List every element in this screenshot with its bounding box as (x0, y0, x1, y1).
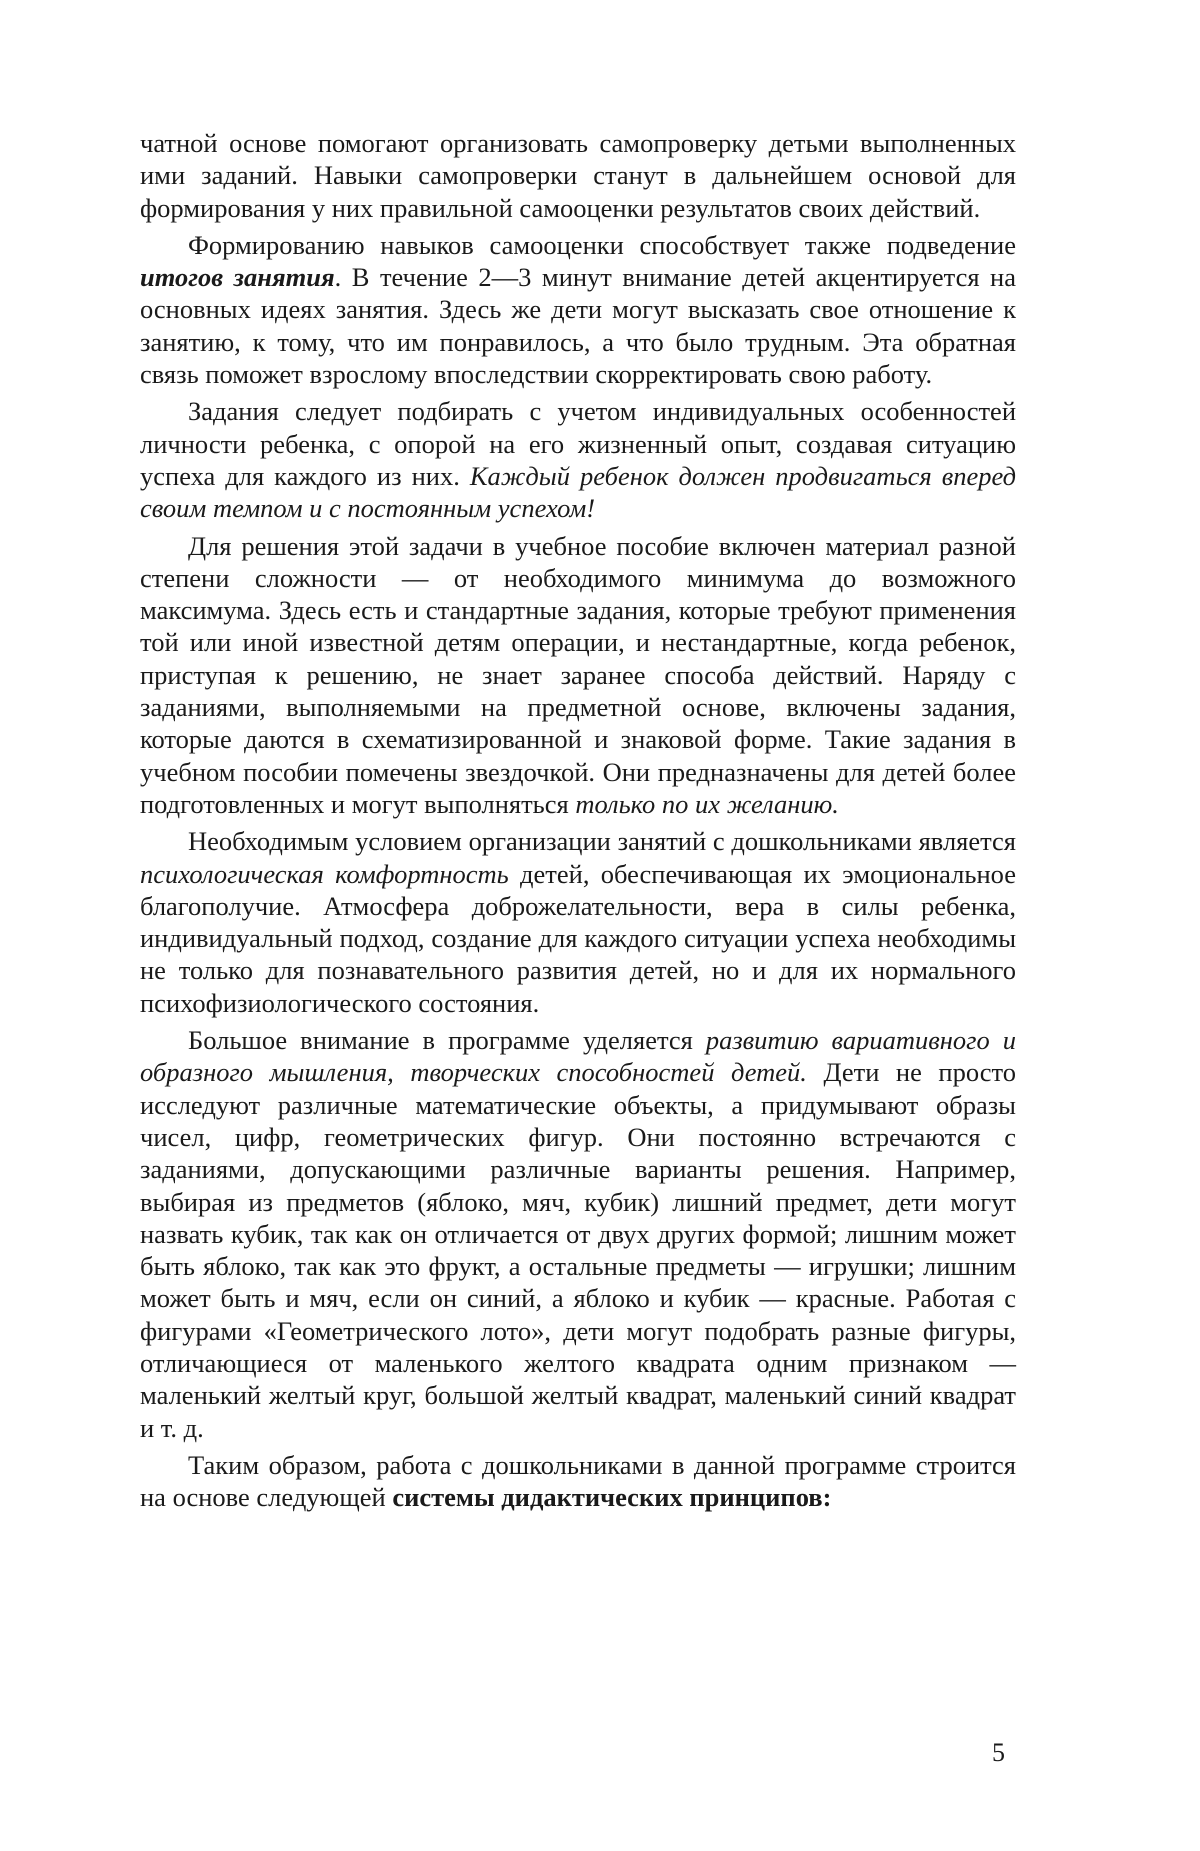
paragraph-3-emphasis: Каждый ребенок должен продвигаться вперед своим темпом и с постоянным успехом! (140, 460, 1016, 524)
paragraph-6-emphasis: развитию вариативного и образного мышления, творческих способностей детей. (140, 1025, 1016, 1088)
paragraph-7-emphasis: системы дидактических принципов: (392, 1482, 832, 1513)
paragraph-2-emphasis: итогов занятия (140, 262, 335, 293)
page-body (140, 127, 1016, 1518)
paragraph-3 (140, 395, 1016, 524)
paragraph-7-text-a: Таким образом, работа с дошкольниками в данной программе строится на основе следующей (140, 1449, 1016, 1513)
paragraph-6-text-b: Дети не просто исследуют различные математические объекты, а придумывают образы чисел, цифр, геометрических фигур. Они постоянно встречаются с заданиями, допускающими различные варианты решения. Например, выбирая из предметов (яблоко, мяч, кубик) лишний предмет, дети могут назвать кубик, так как он отличается от двух других формой; лишним может быть яблоко, так как это фрукт, а остальные предметы — игрушки; лишним может быть и мяч, если он синий, а яблоко и кубик — красные. Работая с фигурами «Геометрического лото», дети могут подобрать разные фигуры, отличающиеся от маленького желтого квадрата одним признаком — маленький желтый круг, большой желтый квадрат, маленький синий квадрат и т. д. (140, 1057, 1016, 1443)
paragraph-2-text-b: . В течение 2—3 минут внимание детей акцентируется на основных идеях занятия. Здесь же дети могут высказать свое отношение к занятию, к тому, что им понравилось, а что было трудным. Эта обратная связь поможет взрослому впоследствии скорректировать свою работу. (140, 262, 1017, 390)
paragraph-6-text-a: Большое внимание в программе уделяется (188, 1025, 706, 1056)
paragraph-5-text-a: Необходимым условием организации занятий с дошкольниками является (188, 826, 1016, 857)
paragraph-1 (140, 127, 1016, 224)
paragraph-5-emphasis: психологическая комфортность (140, 858, 509, 889)
paragraph-4-text-a: Для решения этой задачи в учебное пособие включен материал разной степени сложности — от необходимого минимума до возможного максимума. Здесь есть и стандартные задания, которые требуют применения той или иной известной детям операции, и нестандартные, когда ребенок, приступая к решению, не знает заранее способа действий. Наряду с заданиями, выполняемыми на предметной основе, включены задания, которые даются в схематизированной и знаковой форме. Такие задания в учебном пособии помечены звездочкой. Они предназначены для детей более подготовленных и могут выполняться (140, 530, 1016, 819)
paragraph-2 (140, 229, 1016, 390)
paragraph-1-text: чатной основе помогают организовать самопроверку детьми выполненных ими заданий. Навыки самопроверки станут в дальнейшем основой для формирования у них правильной самооценки результатов своих действий. (140, 128, 1016, 223)
paragraph-4 (140, 530, 1016, 821)
page-number: 5 (992, 1738, 1005, 1767)
paragraph-4-emphasis: только по их желанию. (575, 788, 839, 819)
paragraph-5 (140, 825, 1016, 1019)
paragraph-3-text-a: Задания следует подбирать с учетом индивидуальных особенностей личности ребенка, с опорой на его жизненный опыт, создавая ситуацию успеха для каждого из них. (140, 396, 1016, 491)
paragraph-7 (140, 1449, 1016, 1514)
paragraph-5-text-b: детей, обеспечивающая их эмоциональное благополучие. Атмосфера доброжелательности, вера в силы ребенка, индивидуальный подход, создание для каждого ситуации успеха необходимы не только для познавательного развития детей, но и для их нормального психофизиологического состояния. (140, 858, 1016, 1018)
paragraph-2-text-a: Формированию навыков самооценки способствует также подведение (188, 229, 1016, 260)
paragraph-6 (140, 1024, 1016, 1444)
